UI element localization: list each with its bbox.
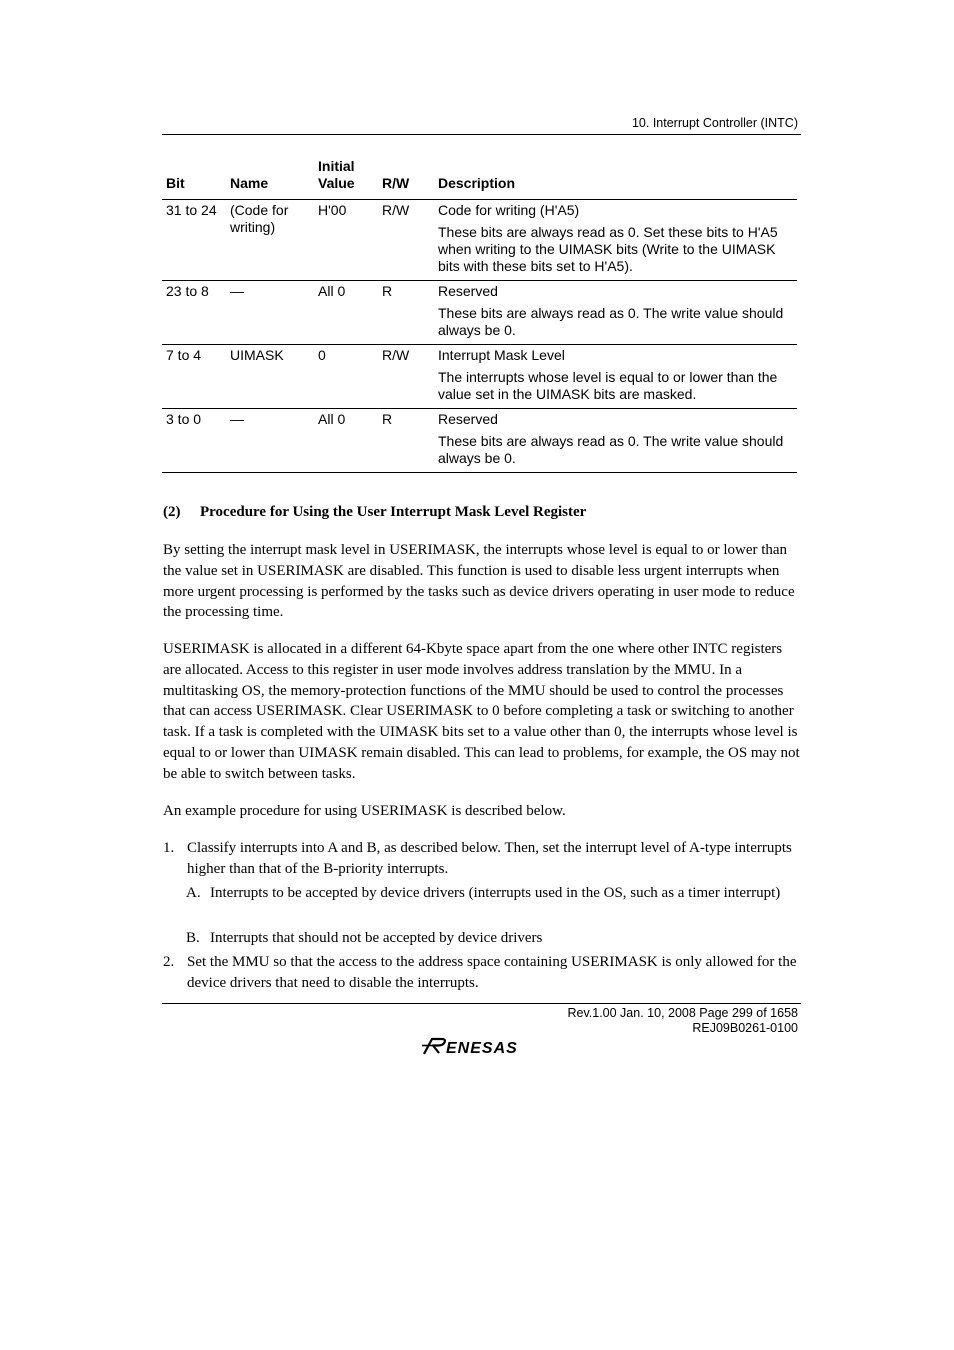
cell-rw: R (378, 281, 434, 345)
register-bit-table (162, 158, 797, 473)
procedure-step (163, 952, 803, 994)
svg-text:ENESAS: ENESAS (446, 1040, 518, 1057)
header-initial-value: Initial Value (314, 158, 378, 200)
description-title: Reserved (438, 283, 498, 299)
substep-text: Interrupts to be accepted by device drivers (interrupts used in the OS, such as a timer interrupt) (210, 885, 781, 901)
footer-document-number: REJ09B0261-0100 (692, 1021, 798, 1035)
table-header-row (162, 158, 797, 200)
body-paragraph: An example procedure for using USERIMASK is described below. (163, 803, 566, 819)
substep-text: Interrupts that should not be accepted by device drivers (210, 930, 543, 946)
description-body: These bits are always read as 0. Set these bits to H'A5 when writing to the UIMASK bits (Write to the UIMASK bits with these bits set to H'A5). (438, 224, 778, 274)
cell-initial-value: All 0 (314, 409, 378, 473)
cell-description (434, 409, 797, 473)
step-marker: 2. (163, 954, 175, 970)
table-row (162, 200, 797, 281)
section-heading (163, 504, 803, 521)
section-title: Procedure for Using the User Interrupt Mask Level Register (200, 504, 587, 520)
cell-name: — (226, 409, 314, 473)
step-text: Set the MMU so that the access to the address space containing USERIMASK is only allowed for the device drivers that need to disable the interrupts. (187, 954, 797, 991)
cell-description (434, 345, 797, 409)
description-title: Interrupt Mask Level (438, 347, 565, 363)
procedure-substep (186, 883, 786, 904)
body-paragraph: USERIMASK is allocated in a different 64-Kbyte space apart from the one where other INTC registers are allocated. Access to this register in user mode involves address translation by the MMU. In a multitasking OS, the memory-protection functions of the MMU should be used to control the processes that can access USERIMASK. Clear USERIMASK to 0 before completing a task or switching to another task. If a task is completed with the UIMASK bits set to a value other than 0, the interrupts whose level is equal to or lower than UIMASK remain disabled. This can lead to problems, for example, the OS may not be able to switch between tasks. (163, 641, 800, 782)
cell-bit: 23 to 8 (162, 281, 226, 345)
description-body: The interrupts whose level is equal to or lower than the value set in the UIMASK bits are masked. (438, 369, 778, 402)
renesas-logo (420, 1033, 542, 1057)
cell-initial-value: 0 (314, 345, 378, 409)
cell-initial-value: H'00 (314, 200, 378, 281)
procedure-step (163, 838, 803, 880)
cell-bit: 31 to 24 (162, 200, 226, 281)
header-name: Name (226, 158, 314, 200)
substep-marker: A. (186, 885, 201, 901)
step-text: Classify interrupts into A and B, as described below. Then, set the interrupt level of A-type interrupts higher than that of the B-priority interrupts. (187, 840, 792, 877)
cell-name: (Code for writing) (226, 200, 314, 281)
footer-rule (162, 1003, 801, 1004)
cell-bit: 7 to 4 (162, 345, 226, 409)
table-row (162, 409, 797, 473)
cell-rw: R (378, 409, 434, 473)
cell-description (434, 200, 797, 281)
description-body: These bits are always read as 0. The write value should always be 0. (438, 305, 784, 338)
cell-rw: R/W (378, 345, 434, 409)
section-number: (2) (163, 504, 181, 520)
cell-initial-value: All 0 (314, 281, 378, 345)
table-row (162, 281, 797, 345)
step-marker: 1. (163, 840, 175, 856)
running-header: 10. Interrupt Controller (INTC) (631, 116, 798, 130)
header-bit: Bit (162, 158, 226, 200)
header-rw: R/W (378, 158, 434, 200)
body-paragraph: By setting the interrupt mask level in USERIMASK, the interrupts whose level is equal to or lower than the value set in USERIMASK are disabled. This function is used to disable less urgent interrupts when more urgent processing is performed by the tasks such as device drivers operating in user mode to reduce the processing time. (163, 542, 795, 621)
description-title: Reserved (438, 411, 498, 427)
procedure-substep (186, 928, 786, 949)
substep-marker: B. (186, 930, 200, 946)
footer-revision: Rev.1.00 Jan. 10, 2008 Page 299 of 1658 (567, 1006, 798, 1020)
description-body: These bits are always read as 0. The write value should always be 0. (438, 433, 784, 466)
description-title: Code for writing (H'A5) (438, 202, 580, 218)
table-row (162, 345, 797, 409)
cell-name: — (226, 281, 314, 345)
header-rule (162, 134, 801, 135)
cell-bit: 3 to 0 (162, 409, 226, 473)
cell-description (434, 281, 797, 345)
cell-rw: R/W (378, 200, 434, 281)
header-description: Description (434, 158, 797, 200)
cell-name: UIMASK (226, 345, 314, 409)
